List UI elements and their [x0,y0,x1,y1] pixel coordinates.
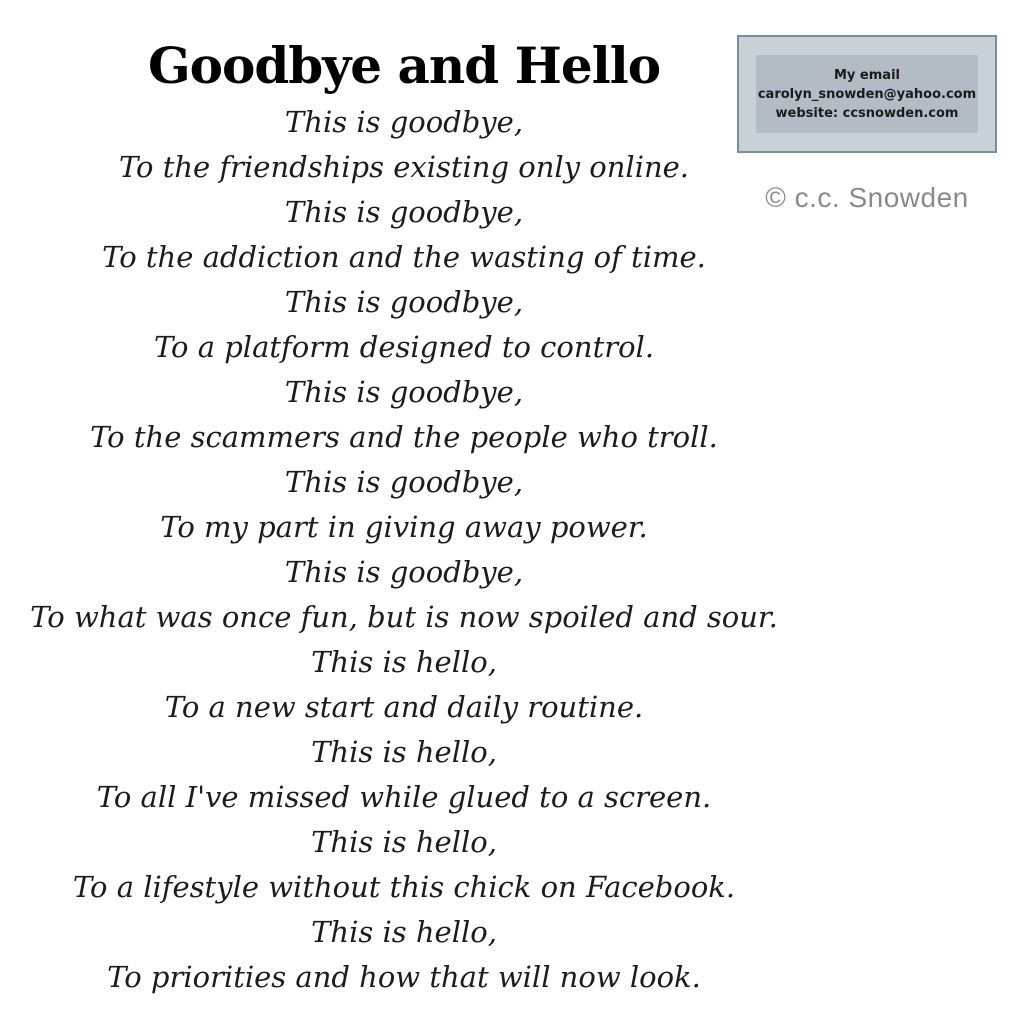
poem-line: To all I've missed while glued to a screen. [96,780,712,814]
poem-line: This is hello, [311,735,497,769]
poem-line: This is hello, [311,915,497,949]
poem-line: To what was once fun, but is now spoiled and sour. [30,600,778,634]
poem-line: This is goodbye, [284,105,524,139]
poem-line: This is hello, [311,645,497,679]
poem-column [0,34,808,1000]
poem-line: To the scammers and the people who troll. [90,420,718,454]
poem-line: This is goodbye, [284,285,524,319]
poem-line: To the addiction and the wasting of time. [102,240,706,274]
poem-line: To a platform designed to control. [153,330,655,364]
poem-line: This is goodbye, [284,465,524,499]
poem-line: To my part in giving away power. [160,510,648,544]
poem-line: To priorities and how that will now look. [107,960,701,994]
contact-card-line: My email [834,67,900,83]
poem-line: To the friendships existing only online. [118,150,690,184]
poem-line: This is hello, [311,825,497,859]
poem-line: This is goodbye, [284,195,524,229]
copyright-notice: © c.c. Snowden [765,182,969,213]
poem-line: This is goodbye, [284,375,524,409]
poem-body [0,100,808,1000]
contact-card-line: website: ccsnowden.com [775,105,959,121]
poem-line: To a lifestyle without this chick on Facebook. [72,870,736,904]
contact-card-inner [756,55,978,133]
poem-line: To a new start and daily routine. [164,690,644,724]
poem-title: Goodbye and Hello [147,36,661,95]
poem-line: This is goodbye, [284,555,524,589]
contact-card-line: carolyn_snowden@yahoo.com [757,86,977,102]
contact-card [737,35,997,153]
